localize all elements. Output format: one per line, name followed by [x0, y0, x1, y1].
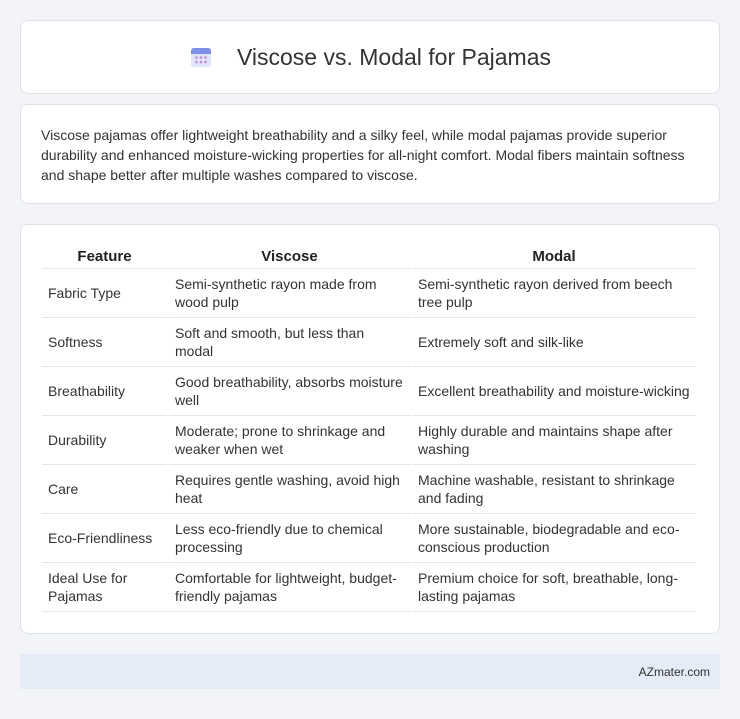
footer-brand[interactable]: AZmater.com [638, 664, 710, 679]
table-row [42, 367, 696, 416]
feature-cell: Durability [42, 416, 167, 465]
viscose-cell: Requires gentle washing, avoid high heat [169, 465, 410, 514]
feature-cell: Softness [42, 318, 167, 367]
table-row [42, 318, 696, 367]
title-card [20, 20, 720, 94]
modal-cell: Machine washable, resistant to shrinkage and fading [412, 465, 696, 514]
table-row [42, 416, 696, 465]
viscose-cell: Moderate; prone to shrinkage and weaker when wet [169, 416, 410, 465]
column-header-feature: Feature [42, 247, 167, 269]
feature-cell: Care [42, 465, 167, 514]
modal-cell: Premium choice for soft, breathable, long-lasting pajamas [412, 563, 696, 612]
table-row [42, 465, 696, 514]
viscose-cell: Less eco-friendly due to chemical processing [169, 514, 410, 563]
footer [20, 654, 720, 689]
viscose-cell: Soft and smooth, but less than modal [169, 318, 410, 367]
comparison-card [20, 224, 720, 634]
column-header-viscose: Viscose [169, 247, 410, 269]
page-title: Viscose vs. Modal for Pajamas [236, 43, 552, 70]
column-header-modal: Modal [412, 247, 696, 269]
calendar-icon [189, 45, 213, 69]
viscose-cell: Good breathability, absorbs moisture well [169, 367, 410, 416]
modal-cell: More sustainable, biodegradable and eco-conscious production [412, 514, 696, 563]
summary-card [20, 104, 720, 204]
feature-cell: Fabric Type [42, 269, 167, 318]
table-row [42, 269, 696, 318]
feature-cell: Ideal Use for Pajamas [42, 563, 167, 612]
feature-cell: Breathability [42, 367, 167, 416]
feature-cell: Eco-Friendliness [42, 514, 167, 563]
table-header-row [42, 247, 696, 269]
viscose-cell: Semi-synthetic rayon made from wood pulp [169, 269, 410, 318]
modal-cell: Excellent breathability and moisture-wicking [412, 367, 696, 416]
comparison-table [40, 247, 698, 612]
summary-text: Viscose pajamas offer lightweight breathability and a silky feel, while modal pajamas provide superior durability and enhanced moisture-wicking properties for all-night comfort. Modal fibers maintain softness and shape better after multiple washes compared to viscose. [41, 127, 685, 183]
table-row [42, 563, 696, 612]
table-row [42, 514, 696, 563]
modal-cell: Extremely soft and silk-like [412, 318, 696, 367]
viscose-cell: Comfortable for lightweight, budget-friendly pajamas [169, 563, 410, 612]
modal-cell: Highly durable and maintains shape after washing [412, 416, 696, 465]
modal-cell: Semi-synthetic rayon derived from beech tree pulp [412, 269, 696, 318]
